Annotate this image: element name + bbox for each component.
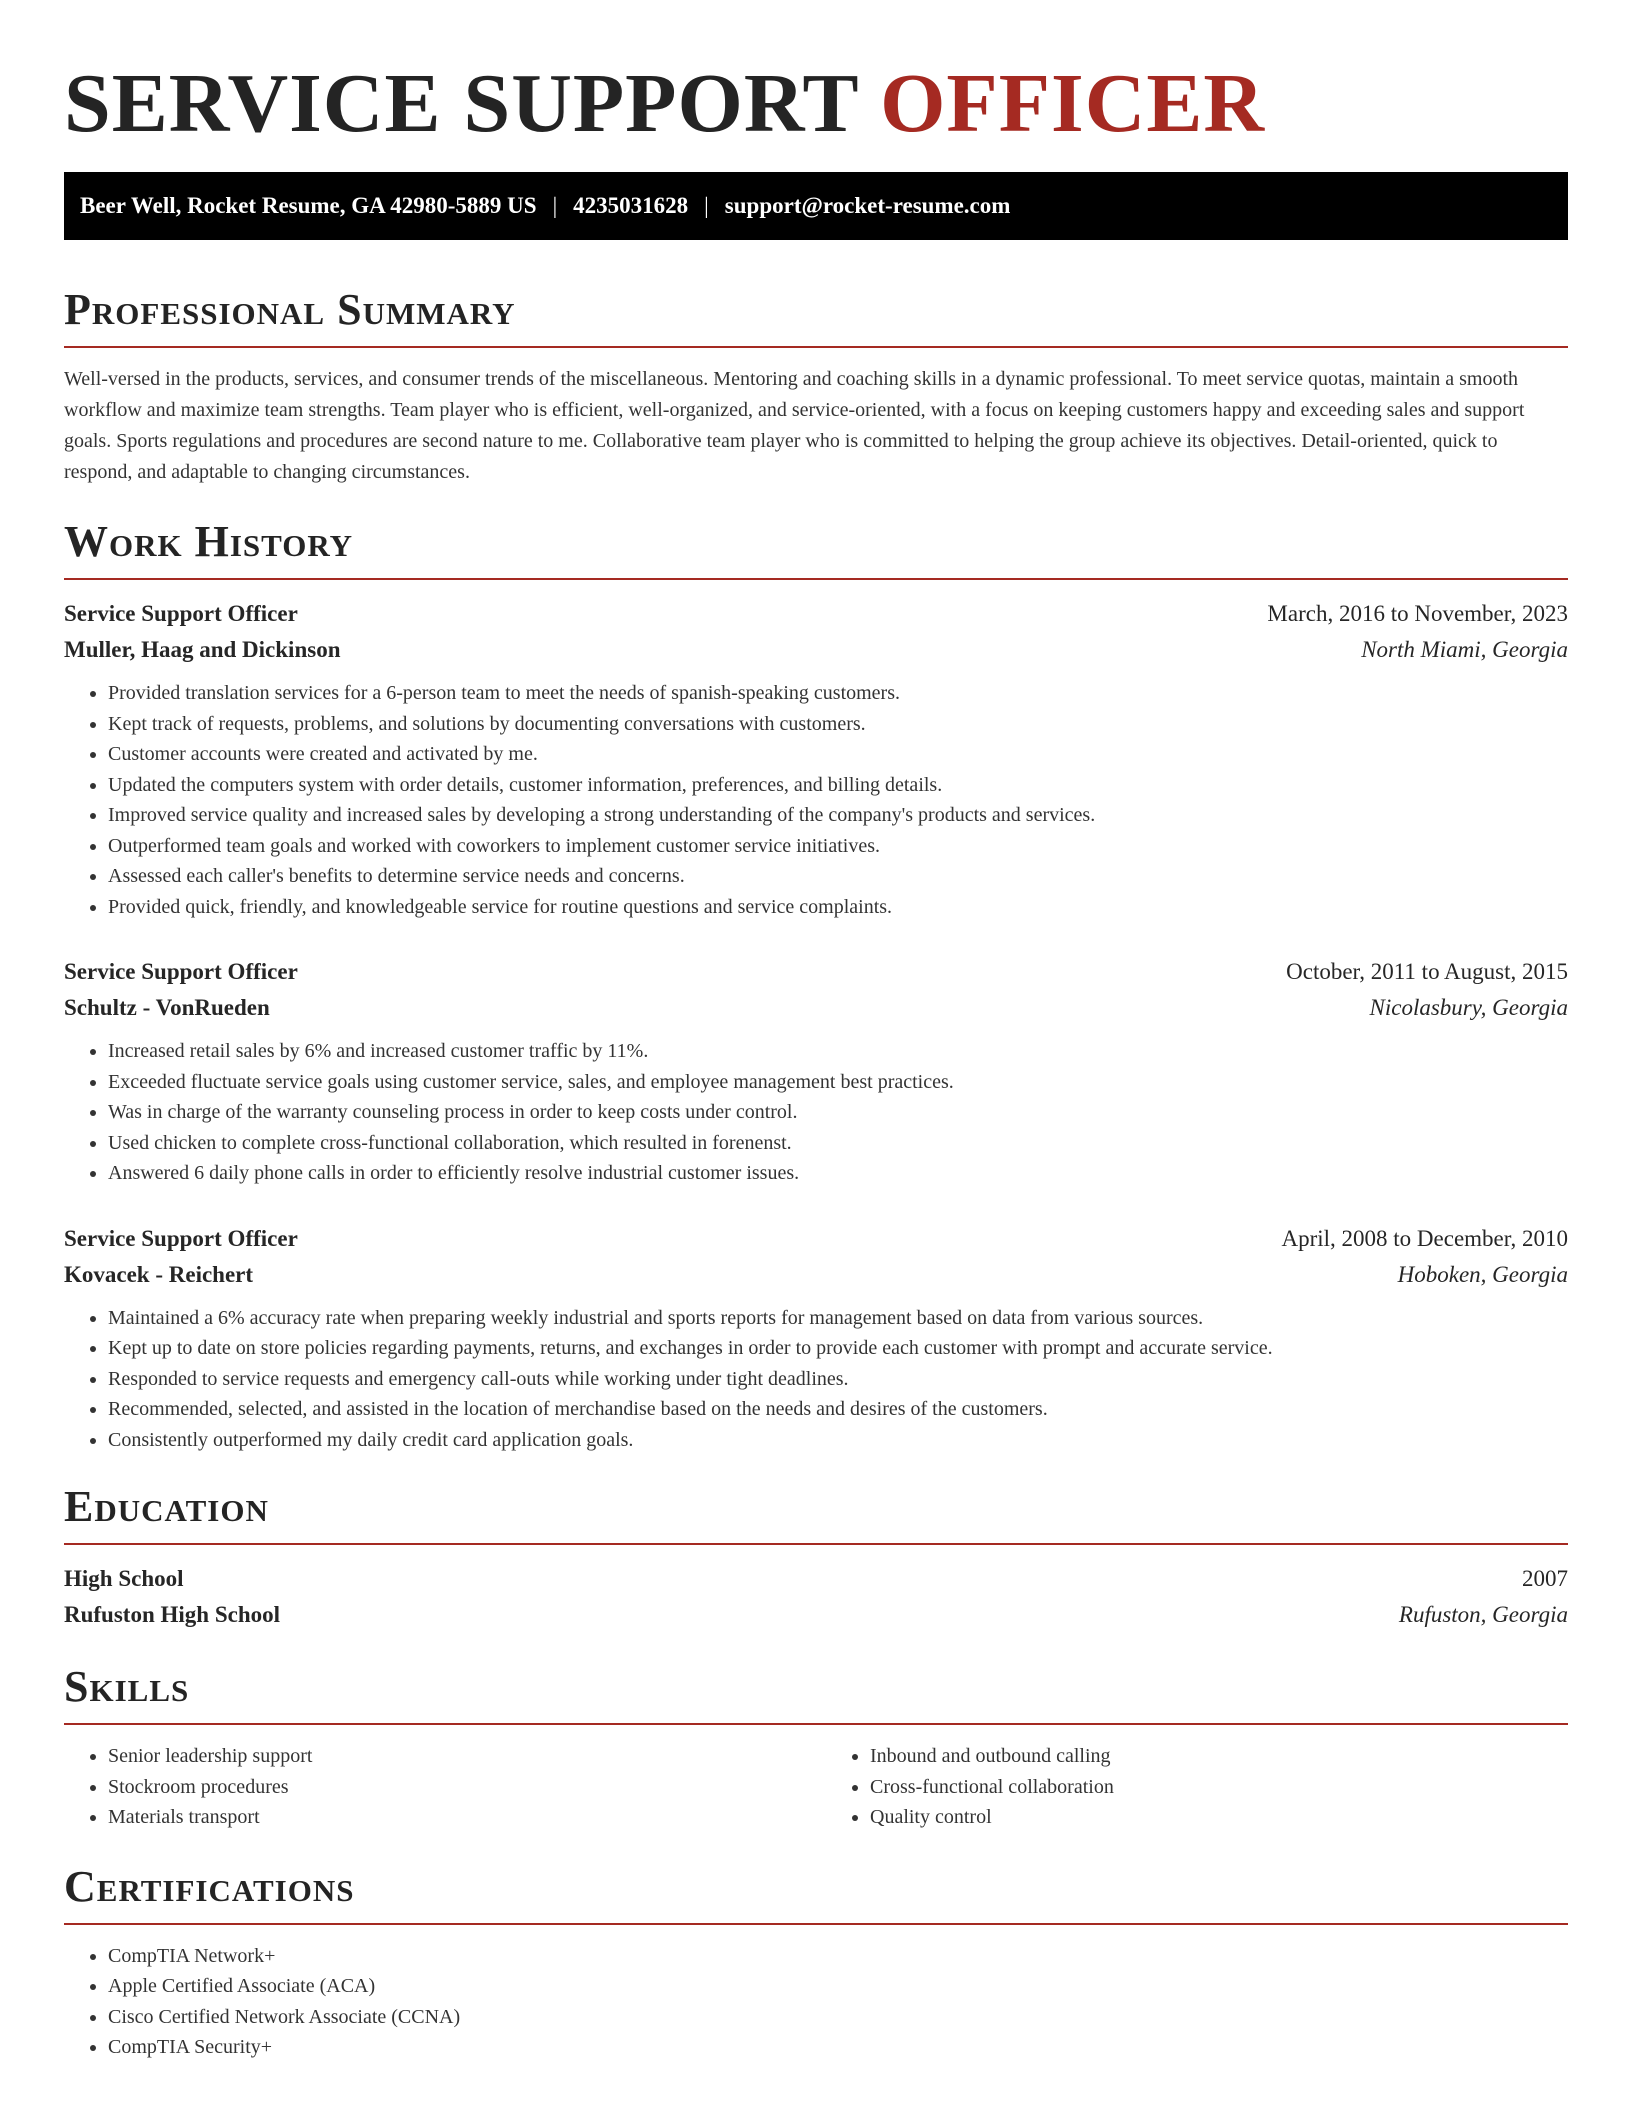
job-title: Service Support Officer (64, 959, 298, 984)
skills-list-right (826, 1741, 1568, 1833)
list-item: • Senior leadership support (108, 1741, 806, 1772)
summary-text: Well-versed in the products, services, and consumer trends of the miscellaneous. Mentoring and coaching skills in a dynamic professional. To meet service quotas, maintain a smooth workflow and maximize team strengths. Team player who is efficient, well-organized, and service-oriented, with a focus on keeping customers happy and exceeding sales and support goals. Sports regulations and procedures are second nature to me. Collaborative team player who is committed to helping the group achieve its objectives. Detail-oriented, quick to respond, and adaptable to changing circumstances. (64, 368, 1525, 483)
list-item: • Increased retail sales by 6% and increased customer traffic by 11%. (108, 1036, 1568, 1067)
section-heading-summary: Professional Summary (64, 285, 516, 334)
job-entry (64, 1221, 1568, 1456)
list-item: • Provided translation services for a 6-person team to meet the needs of spanish-speaking customers. (108, 678, 1568, 709)
education-degree: High School (64, 1566, 184, 1591)
job-bullets (64, 678, 1568, 922)
list-item: • Was in charge of the warranty counseling process in order to keep costs under control. (108, 1097, 1568, 1128)
list-item: • Kept track of requests, problems, and solutions by documenting conversations with customers. (108, 709, 1568, 740)
job-subheader (64, 990, 1568, 1026)
list-item: • Customer accounts were created and activated by me. (108, 739, 1568, 770)
list-item: • Stockroom procedures (108, 1772, 806, 1803)
summary-section (64, 284, 1568, 488)
list-item: • Cisco Certified Network Associate (CCNA) (108, 2002, 1568, 2033)
list-item: • Used chicken to complete cross-functional collaboration, which resulted in forenenst. (108, 1128, 1568, 1159)
list-item: • Consistently outperformed my daily credit card application goals. (108, 1425, 1568, 1456)
education-section (64, 1481, 1568, 1633)
job-location: Nicolasbury, Georgia (1369, 995, 1568, 1020)
job-header (64, 596, 1568, 632)
job-header (64, 954, 1568, 990)
list-item: • Responded to service requests and emergency call-outs while working under tight deadlines. (108, 1364, 1568, 1395)
job-location: Hoboken, Georgia (1397, 1261, 1568, 1287)
list-item: • CompTIA Security+ (108, 2032, 1568, 2063)
list-item: • Materials transport (108, 1802, 806, 1833)
list-item: • CompTIA Network+ (108, 1941, 1568, 1972)
contact-separator: | (552, 193, 558, 218)
list-item: • Assessed each caller's benefits to determine service needs and concerns. (108, 861, 1568, 892)
job-entry (64, 954, 1568, 1189)
contact-separator: | (704, 193, 709, 218)
education-header (64, 1561, 1568, 1597)
job-bullets (64, 1303, 1568, 1456)
list-item: • Apple Certified Associate (ACA) (108, 1971, 1568, 2002)
certifications-section (64, 1861, 1568, 2063)
education-school: Rufuston High School (64, 1602, 281, 1627)
job-company: Muller, Haag and Dickinson (64, 637, 341, 662)
list-item: • Recommended, selected, and assisted in the location of merchandise based on the needs and desires of the customers. (108, 1394, 1568, 1425)
list-item: • Inbound and outbound calling (870, 1741, 1568, 1772)
title-accent: OFFICER (880, 57, 1266, 150)
section-divider (64, 578, 1568, 580)
contact-bar (64, 172, 1568, 240)
section-divider (64, 346, 1568, 348)
job-dates: March, 2016 to November, 2023 (1267, 601, 1568, 626)
contact-phone: 4235031628 (573, 193, 689, 218)
list-item: • Outperformed team goals and worked with coworkers to implement customer service initiatives. (108, 831, 1568, 862)
work-history-section (64, 516, 1568, 1455)
list-item: • Cross-functional collaboration (870, 1772, 1568, 1803)
title-main: SERVICE SUPPORT (64, 57, 859, 150)
job-company: Schultz - VonRueden (64, 995, 270, 1020)
skills-list-left (64, 1741, 806, 1833)
list-item: • Answered 6 daily phone calls in order to efficiently resolve industrial customer issues. (108, 1158, 1568, 1189)
job-subheader (64, 1257, 1568, 1293)
education-subheader (64, 1597, 1568, 1633)
job-entry (64, 596, 1568, 922)
job-title: Service Support Officer (64, 601, 298, 626)
contact-email: support@rocket-resume.com (724, 193, 1011, 218)
job-title: Service Support Officer (64, 1225, 298, 1251)
contact-address: Beer Well, Rocket Resume, GA 42980-5889 US (80, 193, 537, 218)
job-dates: October, 2011 to August, 2015 (1286, 959, 1568, 984)
job-company: Kovacek - Reichert (64, 1261, 254, 1287)
section-divider (64, 1923, 1568, 1925)
certifications-list (64, 1941, 1568, 2063)
skills-section (64, 1661, 1568, 1833)
job-header (64, 1221, 1568, 1257)
job-location: North Miami, Georgia (1361, 637, 1568, 662)
page-title (64, 54, 1568, 154)
section-heading-education: Education (64, 1482, 269, 1531)
job-bullets (64, 1036, 1568, 1189)
list-item: • Updated the computers system with order details, customer information, preferences, and billing details. (108, 770, 1568, 801)
list-item: • Provided quick, friendly, and knowledgeable service for routine questions and service complaints. (108, 892, 1568, 923)
job-dates: April, 2008 to December, 2010 (1281, 1225, 1568, 1251)
section-heading-skills: Skills (64, 1662, 190, 1711)
section-heading-certifications: Certifications (64, 1861, 355, 1911)
list-item: • Kept up to date on store policies regarding payments, returns, and exchanges in order to provide each customer with prompt and accurate service. (108, 1333, 1568, 1364)
list-item: • Exceeded fluctuate service goals using customer service, sales, and employee management best practices. (108, 1067, 1568, 1098)
list-item: • Improved service quality and increased sales by developing a strong understanding of the company's products and services. (108, 800, 1568, 831)
education-location: Rufuston, Georgia (1398, 1602, 1568, 1627)
list-item: • Maintained a 6% accuracy rate when preparing weekly industrial and sports reports for management based on data from various sources. (108, 1303, 1568, 1334)
job-subheader (64, 632, 1568, 668)
skills-grid (64, 1741, 1568, 1833)
education-year: 2007 (1522, 1566, 1568, 1591)
section-heading-work-history: Work History (64, 517, 354, 566)
section-divider (64, 1723, 1568, 1725)
list-item: • Quality control (870, 1802, 1568, 1833)
section-divider (64, 1543, 1568, 1545)
